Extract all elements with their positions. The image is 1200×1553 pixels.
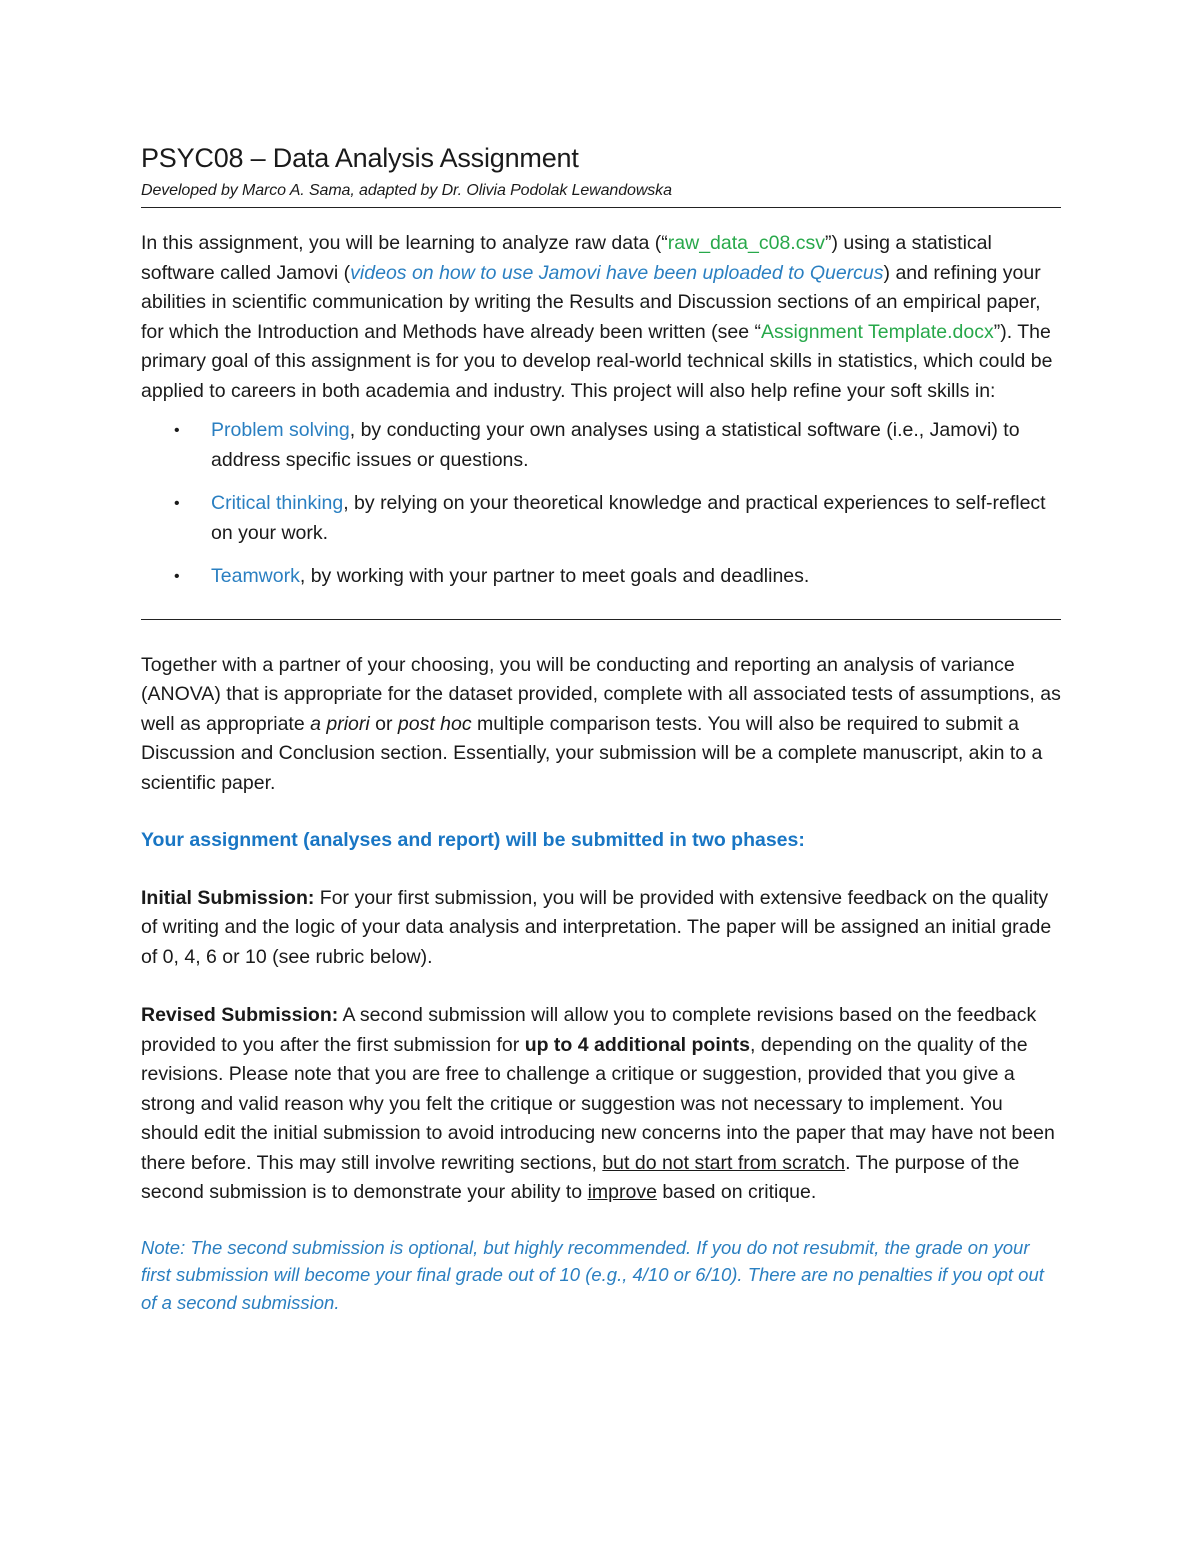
scratch-emphasis: but do not start from scratch bbox=[602, 1151, 846, 1174]
intro-text-3: ) and refining your abilities in scientific communication by writing the Results and Discussion sections of an empirical paper, for which the Introduction and Methods have already been written (see “ bbox=[141, 261, 1041, 343]
bullet-icon: • bbox=[174, 568, 180, 585]
document-title: PSYC08 – Data Analysis Assignment bbox=[141, 143, 579, 173]
skill-label[interactable]: Teamwork bbox=[211, 565, 300, 587]
list-item bbox=[141, 489, 1061, 548]
overview-text-1: Together with a partner of your choosing, you will be conducting and reporting an analysis of variance (ANOVA) that is appropriate for the dataset provided, complete with all associated tests of assumptions, as well as appropriate bbox=[141, 653, 1061, 735]
list-item bbox=[141, 416, 1061, 475]
post-hoc-term: post hoc bbox=[397, 712, 472, 735]
intro-text-4: ”). The primary goal of this assignment is for you to develop real-world technical skills in statistics, which could be applied to careers in both academia and industry. This project will also help refine your soft skills in: bbox=[141, 320, 1053, 402]
videos-link[interactable]: videos on how to use Jamovi have been uploaded to bbox=[350, 261, 805, 284]
initial-submission-text: For your first submission, you will be provided with extensive feedback on the quality of writing and the logic of your data analysis and interpretation. The paper will be assigned an initial grade of 0, 4, 6 or 10 (see rubric below). bbox=[141, 886, 1052, 968]
initial-submission-paragraph bbox=[141, 884, 1061, 973]
revised-text-4: based on critique. bbox=[656, 1181, 817, 1203]
skill-text: , by relying on your theoretical knowledge and practical experiences to self-reflect on your work. bbox=[211, 492, 1046, 544]
title-divider bbox=[141, 207, 1061, 208]
skill-label[interactable]: Critical thinking bbox=[211, 492, 344, 514]
revised-submission-paragraph bbox=[141, 1001, 1061, 1208]
intro-text-1: In this assignment, you will be learning to analyze raw data (“ bbox=[141, 232, 668, 254]
optional-submission-note: Note: The second submission is optional, but highly recommended. If you do not resubmit, the grade on your first submission will become your final grade out of 10 (e.g., 4/10 or 6/10). There are no penalties if you opt out of a second submission. bbox=[141, 1236, 1044, 1313]
template-file-link[interactable]: Assignment Template.docx bbox=[761, 320, 994, 343]
overview-text-3: multiple comparison tests. You will also be required to submit a Discussion and Conclusion section. Essentially, your submission will be a complete manuscript, akin to a scientific paper. bbox=[141, 712, 1043, 794]
quercus-link[interactable]: Quercus bbox=[809, 261, 884, 284]
overview-text-2: or bbox=[369, 712, 398, 735]
improve-emphasis: improve bbox=[587, 1181, 657, 1203]
revised-submission-label: Revised Submission: bbox=[141, 1004, 339, 1026]
initial-submission-label: Initial Submission: bbox=[141, 886, 315, 909]
phases-heading: Your assignment (analyses and report) will be submitted in two phases: bbox=[141, 829, 805, 851]
soft-skills-list bbox=[141, 416, 1061, 592]
byline: Developed by Marco A. Sama, adapted by Dr. Olivia Podolak Lewandowska bbox=[141, 182, 672, 199]
data-file-link[interactable]: raw_data_c08.csv bbox=[667, 232, 825, 254]
bullet-icon: • bbox=[174, 495, 180, 512]
revised-text-1: A second submission will allow you to complete revisions based on the feedback provided to you after the first submission for bbox=[141, 1004, 1037, 1056]
additional-points-emphasis: up to 4 additional points bbox=[524, 1033, 751, 1056]
skill-text: , by working with your partner to meet goals and deadlines. bbox=[299, 565, 810, 587]
intro-text-2: ”) using a statistical software called Jamovi ( bbox=[141, 232, 992, 284]
bullet-icon: • bbox=[174, 422, 180, 439]
skill-text: , by conducting your own analyses using a statistical software (i.e., Jamovi) to address specific issues or questions. bbox=[211, 419, 1020, 471]
a-priori-term: a priori bbox=[310, 712, 370, 735]
revised-text-2: , depending on the quality of the revisions. Please note that you are free to challenge a critique or suggestion, provided that you give a strong and valid reason why you felt the critique or suggestion was not necessary to implement. You should edit the initial submission to avoid introducing new concerns into the paper that may have not been there before. This may still involve rewriting sections, bbox=[141, 1033, 1055, 1174]
skill-label[interactable]: Problem solving bbox=[211, 419, 350, 441]
document-page bbox=[141, 138, 1061, 1316]
intro-paragraph bbox=[141, 229, 1061, 406]
section-divider bbox=[141, 619, 1061, 620]
revised-text-3: . The purpose of the second submission is to demonstrate your ability to bbox=[141, 1151, 1020, 1203]
list-item bbox=[141, 562, 1061, 592]
overview-paragraph bbox=[141, 651, 1061, 799]
